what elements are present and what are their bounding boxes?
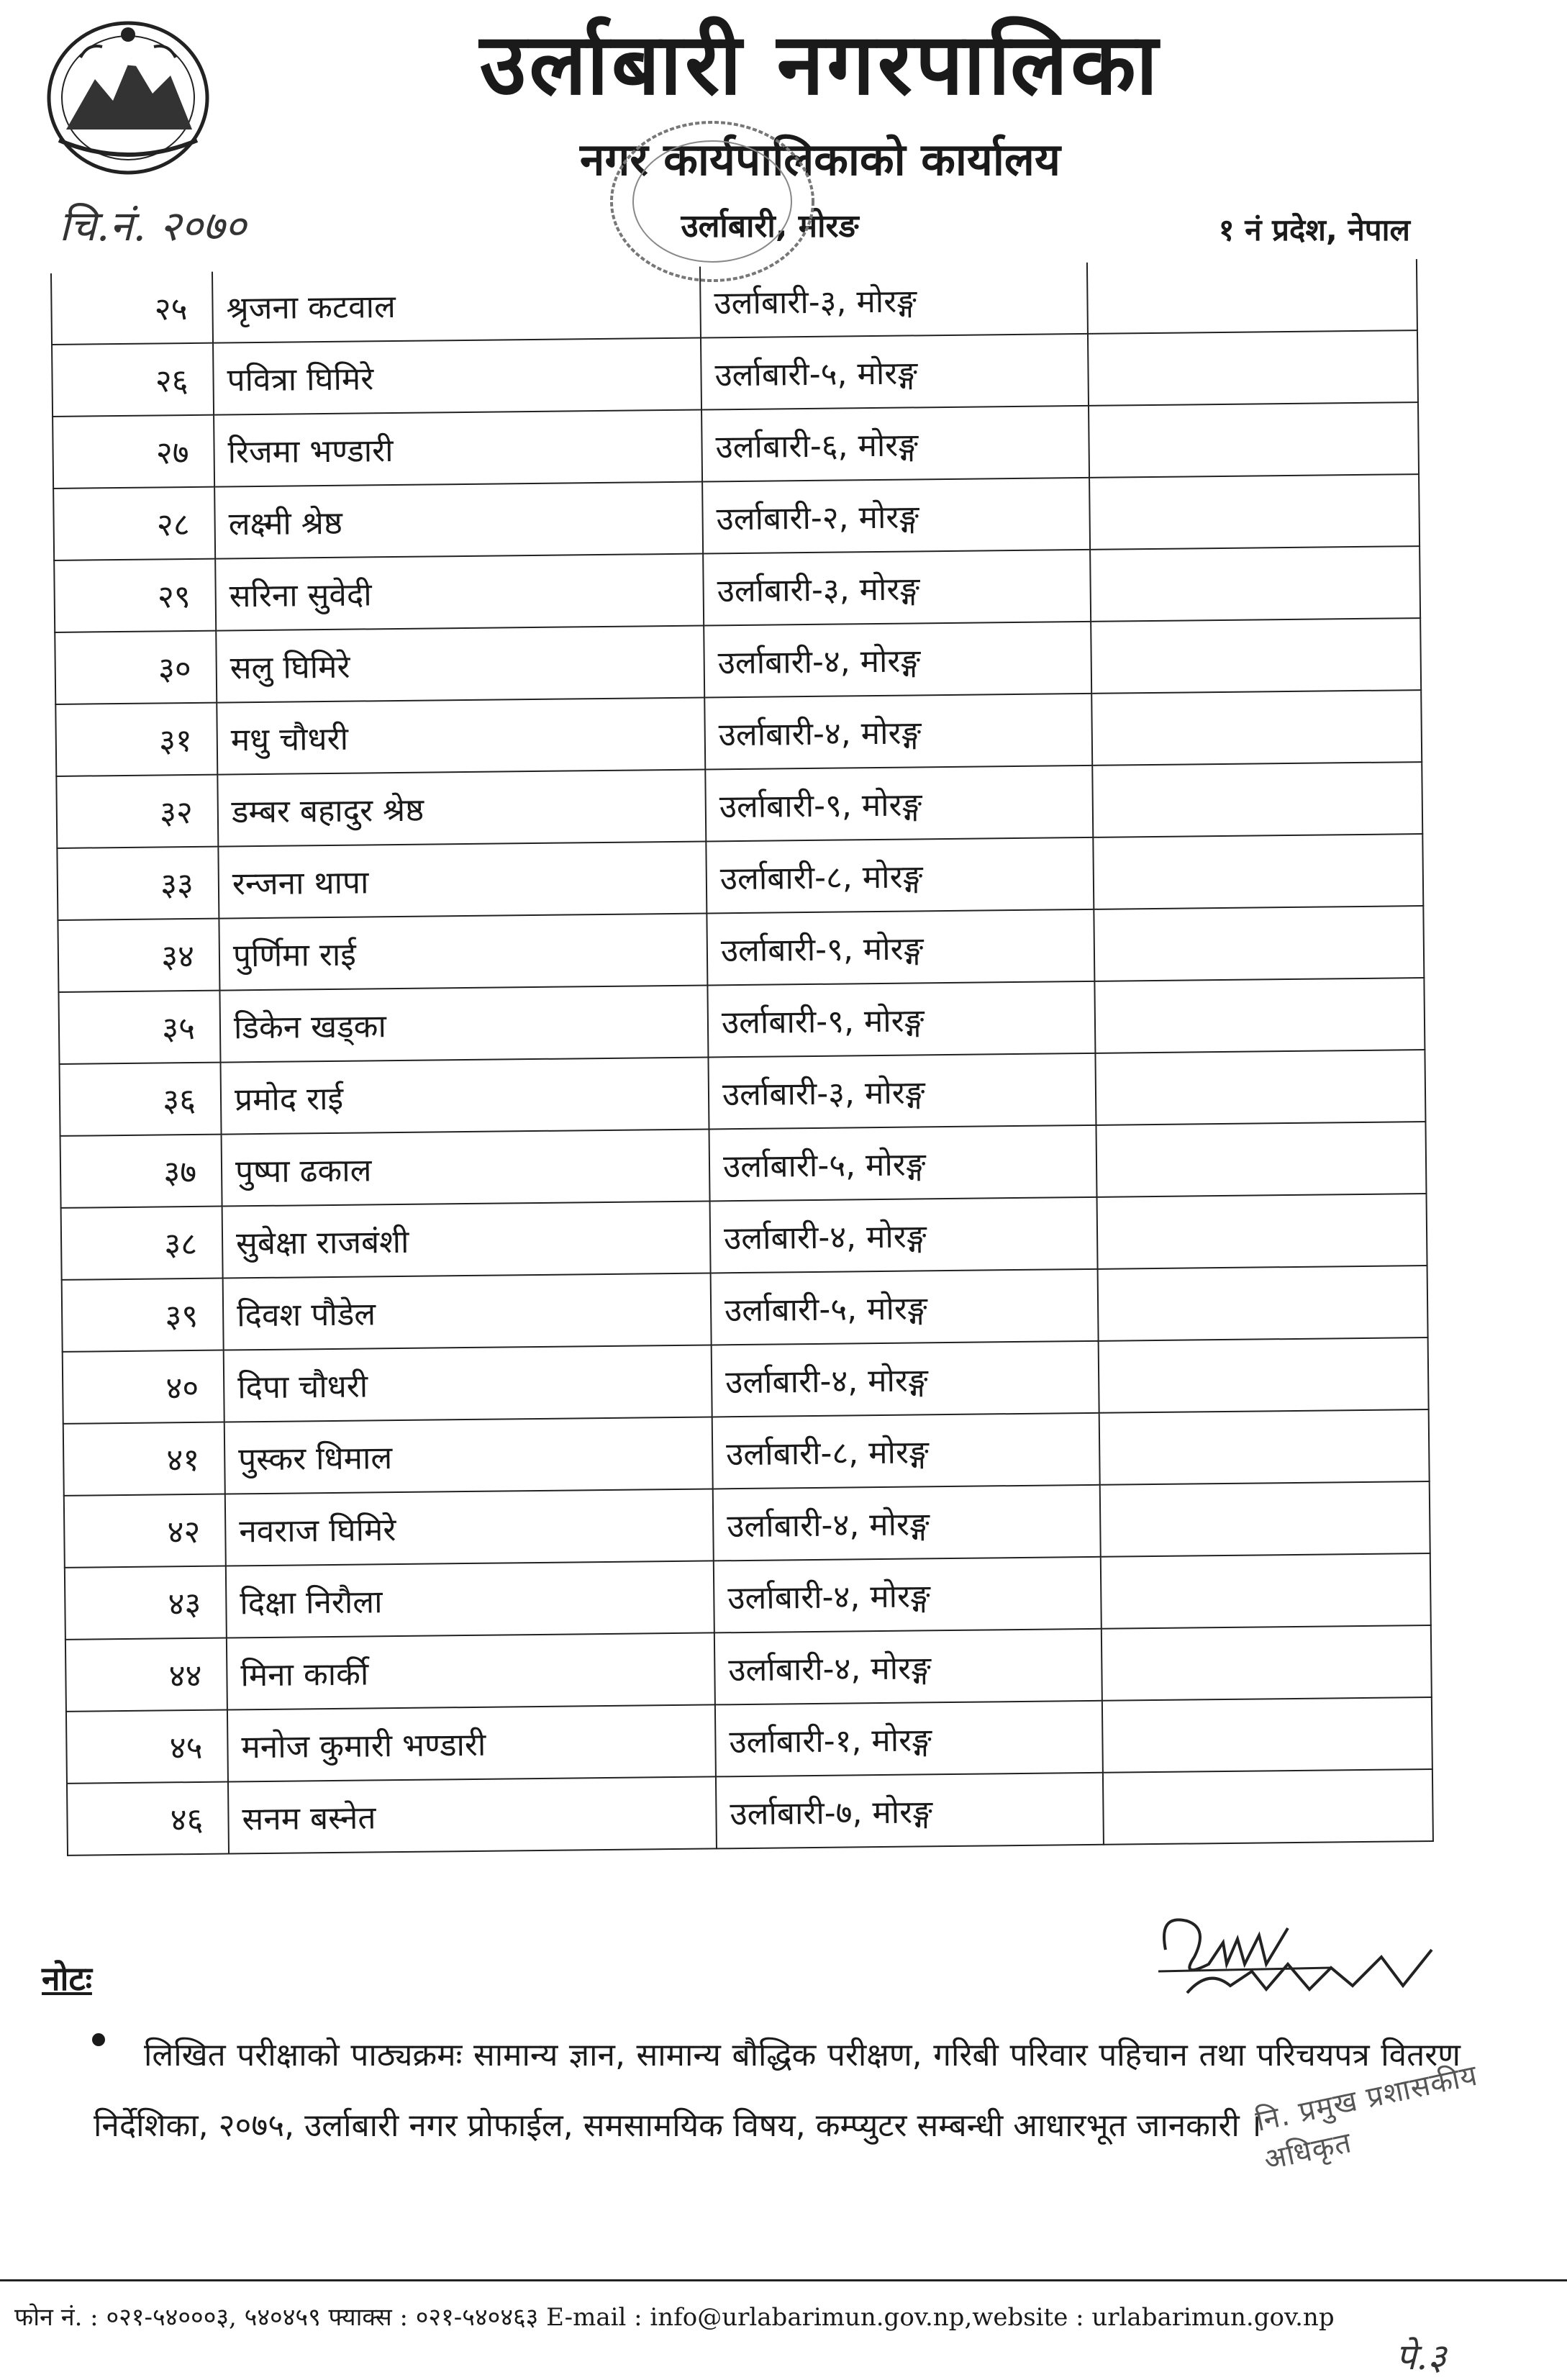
serial-number-cell: ३८: [61, 1207, 223, 1280]
candidate-name-cell: रन्जना थापा: [218, 842, 707, 919]
serial-number-cell: ३३: [57, 847, 219, 920]
serial-number-cell: ४४: [65, 1638, 227, 1712]
candidate-address-cell: उर्लाबारी-१, मोरङ्ग: [715, 1701, 1103, 1777]
office-subtitle: नगर कार्यपालिकाको कार्यालय: [580, 133, 1060, 186]
table-row: [61, 1194, 1427, 1280]
table-row: [53, 474, 1420, 560]
serial-number-cell: ३२: [56, 775, 218, 848]
candidate-name-cell: श्रृजना कटवाल: [212, 267, 701, 343]
remarks-cell: [1092, 762, 1422, 837]
serial-number-cell: ४३: [65, 1566, 227, 1640]
table-row: [60, 1050, 1426, 1136]
table-row: [55, 690, 1422, 776]
remarks-cell: [1100, 1481, 1430, 1557]
remarks-cell: [1101, 1553, 1431, 1629]
remarks-cell: [1095, 1050, 1425, 1125]
table-row: [54, 546, 1420, 632]
candidate-address-cell: उर्लाबारी-८, मोरङ्ग: [706, 837, 1094, 914]
handwritten-signature: [1144, 1899, 1461, 2015]
municipality-title: उर्लाबारी नगरपालिका: [479, 14, 1161, 114]
candidate-name-cell: सलु घिमिरे: [216, 626, 704, 703]
candidate-name-cell: दिवश पौडेल: [223, 1273, 712, 1350]
serial-number-cell: ४६: [67, 1782, 229, 1856]
footer-contact: फोन नं. : ०२१-५४०००३, ५४०४५९ फ्याक्स : ०२१-५४०४६३ E-mail : info@urlabarimun.gov.np,website : urlabarimun.gov.np: [14, 2303, 1335, 2332]
candidate-address-cell: उर्लाबारी-९, मोरङ्ग: [707, 981, 1095, 1058]
table-row: [64, 1481, 1430, 1568]
candidate-name-cell: पुस्कर धिमाल: [224, 1417, 713, 1494]
candidate-name-cell: मनोज कुमारी भण्डारी: [227, 1704, 716, 1781]
serial-number-cell: २६: [52, 343, 214, 417]
note-body: लिखित परीक्षाको पाठ्यक्रमः सामान्य ज्ञान, सामान्य बौद्धिक परीक्षण, गरिबी परिवार पहिचान तथा परिचयपत्र वितरण निर्देशिका, २०७५, उर्लाबारी नगर प्रोफाईल, समसामयिक विषय, कम्प्युटर सम्बन्धी आधारभूत जानकारी ।: [94, 2037, 1461, 2144]
candidate-name-cell: मधु चौधरी: [217, 698, 705, 775]
candidate-name-cell: दिक्षा निरौला: [226, 1561, 714, 1638]
candidate-name-cell: डिकेन खड्का: [219, 985, 708, 1062]
table-row: [56, 762, 1422, 848]
candidate-address-cell: उर्लाबारी-४, मोरङ्ग: [710, 1197, 1098, 1273]
remarks-cell: [1102, 1697, 1432, 1773]
candidate-name-cell: रिजमा भण्डारी: [214, 410, 702, 487]
remarks-cell: [1097, 1194, 1427, 1269]
table-row: [65, 1625, 1432, 1712]
province-label: १ नं प्रदेश, नेपाल: [1218, 212, 1410, 247]
serial-number-cell: ३९: [62, 1278, 224, 1352]
serial-number-cell: ३०: [55, 631, 217, 704]
serial-number-cell: ४१: [63, 1422, 225, 1496]
serial-number-cell: २७: [53, 415, 214, 489]
candidate-name-cell: सनम बस्नेत: [228, 1776, 717, 1853]
serial-number-cell: २८: [53, 487, 215, 560]
note-text: [94, 2020, 1461, 2161]
candidate-address-cell: उर्लाबारी-२, मोरङ्ग: [702, 478, 1090, 554]
candidate-address-cell: उर्लाबारी-३, मोरङ्ग: [708, 1053, 1096, 1130]
candidate-address-cell: उर्लाबारी-५, मोरङ्ग: [711, 1269, 1099, 1345]
candidate-address-cell: उर्लाबारी-३, मोरङ्ग: [700, 263, 1088, 338]
candidate-name-cell: लक्ष्मी श्रेष्ठ: [214, 482, 703, 559]
candidate-address-cell: उर्लाबारी-५, मोरङ्ग: [709, 1125, 1097, 1202]
table-row: [57, 834, 1423, 920]
candidate-address-cell: उर्लाबारी-८, मोरङ्ग: [712, 1413, 1100, 1489]
candidate-address-cell: उर्लाबारी-७, मोरङ्ग: [716, 1773, 1104, 1849]
serial-number-cell: ४२: [64, 1494, 226, 1568]
footer-divider: [0, 2279, 1567, 2281]
handwritten-reference: चि.नं. २०७०: [59, 201, 246, 250]
remarks-cell: [1091, 690, 1422, 766]
candidate-name-cell: सुबेक्षा राजबंशी: [222, 1201, 711, 1278]
remarks-cell: [1089, 474, 1420, 550]
candidate-name-cell: नवराज घिमिरे: [225, 1489, 714, 1566]
candidate-address-cell: उर्लाबारी-३, मोरङ्ग: [703, 550, 1091, 626]
remarks-cell: [1091, 618, 1421, 694]
nepal-emblem-logo: [37, 14, 219, 181]
table-row: [52, 330, 1418, 417]
candidate-name-cell: डम्बर बहादुर श्रेष्ठ: [217, 770, 706, 847]
table-row: [63, 1409, 1430, 1496]
remarks-cell: [1090, 546, 1420, 622]
candidate-address-cell: उर्लाबारी-४, मोरङ्ग: [712, 1341, 1099, 1417]
serial-number-cell: ४५: [66, 1710, 228, 1784]
table-row: [62, 1266, 1428, 1352]
serial-number-cell: ३७: [60, 1135, 222, 1208]
remarks-cell: [1098, 1266, 1428, 1341]
candidate-address-cell: उर्लाबारी-४, मोरङ्ग: [704, 622, 1091, 698]
table-row: [67, 1769, 1433, 1856]
remarks-cell: [1103, 1769, 1433, 1845]
serial-number-cell: ३४: [58, 919, 219, 992]
candidate-address-cell: उर्लाबारी-४, मोरङ्ग: [713, 1485, 1101, 1561]
page-mark: पे.३: [1396, 2336, 1447, 2378]
remarks-cell: [1099, 1337, 1429, 1413]
remarks-cell: [1089, 402, 1419, 478]
candidate-address-cell: उर्लाबारी-९, मोरङ्ग: [707, 909, 1094, 986]
remarks-cell: [1094, 906, 1424, 981]
remarks-cell: [1087, 259, 1417, 334]
remarks-cell: [1102, 1625, 1432, 1701]
candidate-name-cell: मिना कार्की: [227, 1632, 715, 1709]
table-row: [63, 1337, 1429, 1424]
candidate-address-cell: उर्लाबारी-५, मोरङ्ग: [701, 334, 1089, 410]
remarks-cell: [1099, 1409, 1430, 1485]
serial-number-cell: ३६: [60, 1063, 222, 1136]
table-row: [65, 1553, 1431, 1640]
table-row: [53, 402, 1419, 489]
serial-number-cell: २९: [54, 559, 216, 632]
table-row: [58, 978, 1425, 1064]
candidate-address-cell: उर्लाबारी-६, मोरङ्ग: [701, 406, 1089, 482]
candidate-address-cell: उर्लाबारी-४, मोरङ्ग: [714, 1557, 1102, 1633]
candidate-address-cell: उर्लाबारी-४, मोरङ्ग: [714, 1629, 1102, 1705]
serial-number-cell: ३१: [55, 703, 217, 776]
serial-number-cell: ४०: [63, 1350, 224, 1424]
table-row: [58, 906, 1424, 992]
candidate-name-cell: दिपा चौधरी: [224, 1345, 712, 1422]
candidate-name-cell: पुष्पा ढकाल: [222, 1129, 710, 1206]
remarks-cell: [1094, 978, 1425, 1053]
candidate-address-cell: उर्लाबारी-४, मोरङ्ग: [704, 694, 1092, 770]
candidate-table: [50, 259, 1435, 1928]
candidate-name-cell: सरिना सुवेदी: [215, 554, 704, 631]
candidate-address-cell: उर्लाबारी-९, मोरङ्ग: [705, 766, 1093, 842]
officer-stamp-text: नि. प्रमुख प्रशासकीय अधिकृत: [1253, 2058, 1481, 2177]
serial-number-cell: ३५: [58, 991, 220, 1064]
candidate-name-cell: पवित्रा घिमिरे: [213, 338, 701, 415]
remarks-cell: [1096, 1122, 1426, 1197]
candidate-name-cell: प्रमोद राई: [220, 1057, 709, 1134]
note-label: नोटः: [42, 1959, 92, 1998]
candidate-name-cell: पुर्णिमा राई: [219, 913, 707, 990]
remarks-cell: [1093, 834, 1423, 909]
office-address: उर्लाबारी, मोरङ: [681, 208, 859, 245]
table-row: [60, 1122, 1427, 1208]
table-row: [55, 618, 1421, 704]
table-row: [66, 1697, 1432, 1784]
serial-number-cell: २५: [51, 272, 213, 345]
remarks-cell: [1088, 330, 1418, 406]
